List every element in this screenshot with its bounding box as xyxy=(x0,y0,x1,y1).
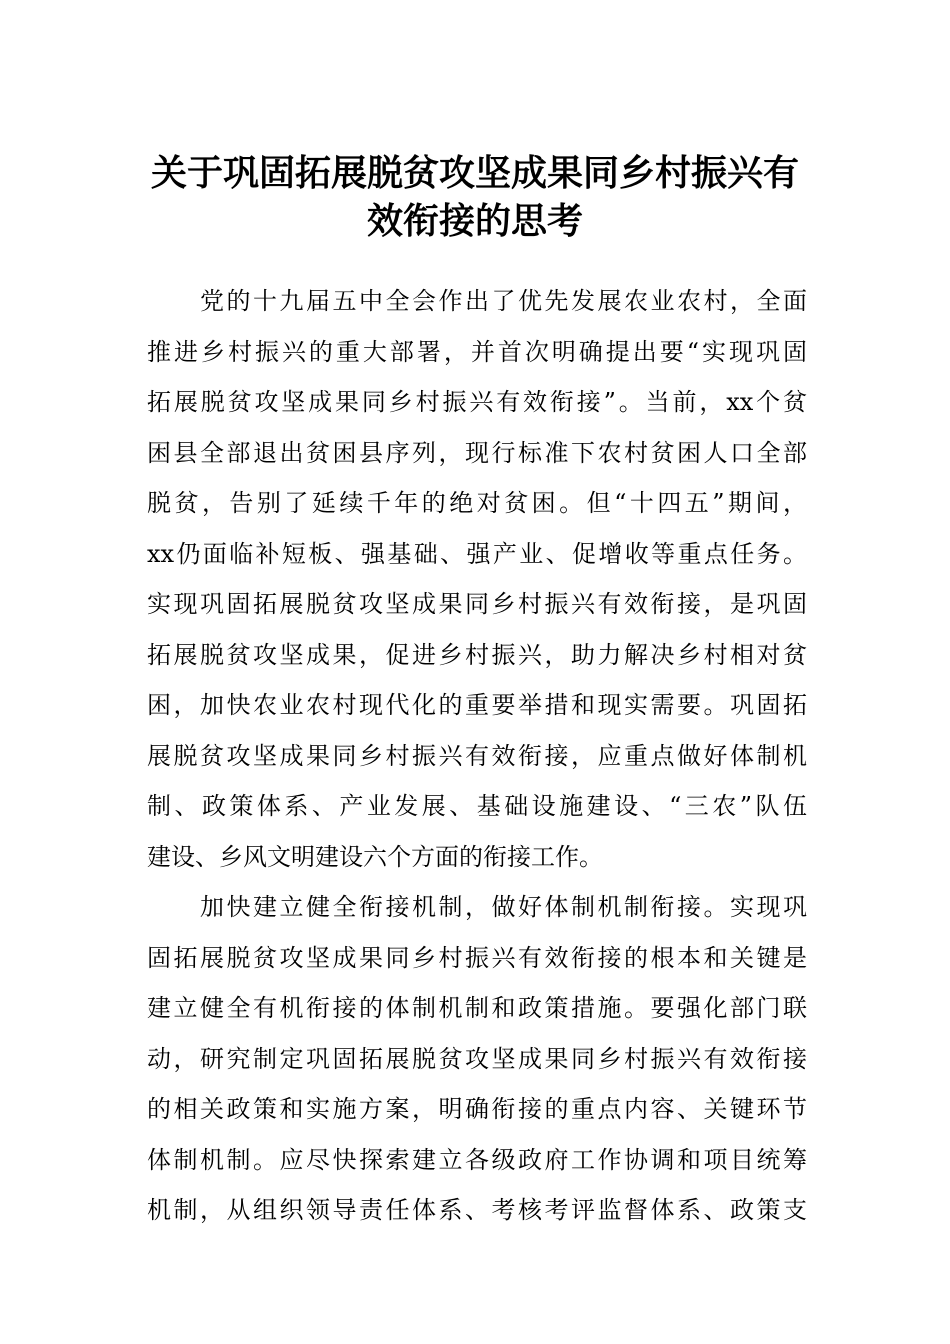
paragraph-line: 建设、乡风文明建设六个方面的衔接工作。 xyxy=(147,842,603,871)
paragraph-line: xx仍面临补短板、强基础、强产业、促增收等重点任务。 xyxy=(147,539,807,568)
paragraph-line: 固拓展脱贫攻坚成果同乡村振兴有效衔接的根本和关键是 xyxy=(147,943,807,972)
document-body xyxy=(147,276,807,1236)
paragraph-line: 党的十九届五中全会作出了优先发展农业农村，全面 xyxy=(147,287,807,315)
paragraph-line: 动，研究制定巩固拓展脱贫攻坚成果同乡村振兴有效衔接 xyxy=(147,1044,807,1073)
paragraph-1 xyxy=(147,276,807,882)
paragraph-line: 机制，从组织领导责任体系、考核考评监督体系、政策支 xyxy=(147,1196,807,1224)
paragraph-line: 推进乡村振兴的重大部署，并首次明确提出要“实现巩固 xyxy=(147,337,807,366)
paragraph-line: 的相关政策和实施方案，明确衔接的重点内容、关键环节 xyxy=(147,1095,807,1123)
paragraph-line: 建立健全有机衔接的体制机制和政策措施。要强化部门联 xyxy=(147,994,807,1022)
title-line-1: 关于巩固拓展脱贫攻坚成果同乡村振兴有 xyxy=(150,153,799,194)
paragraph-line: 脱贫，告别了延续千年的绝对贫困。但“十四五”期间， xyxy=(147,489,807,517)
paragraph-2 xyxy=(147,882,807,1236)
paragraph-line: 制、政策体系、产业发展、基础设施建设、“三农”队伍 xyxy=(147,792,807,820)
paragraph-line: 困，加快农业农村现代化的重要举措和现实需要。巩固拓 xyxy=(147,691,807,719)
paragraph-line: 体制机制。应尽快探索建立各级政府工作协调和项目统筹 xyxy=(147,1145,807,1174)
paragraph-line: 困县全部退出贫困县序列，现行标准下农村贫困人口全部 xyxy=(147,438,807,467)
paragraph-line: 加快建立健全衔接机制，做好体制机制衔接。实现巩 xyxy=(147,893,807,921)
paragraph-line: 拓展脱贫攻坚成果同乡村振兴有效衔接”。当前，xx个贫 xyxy=(147,388,807,416)
title-line-2: 效衔接的思考 xyxy=(366,201,583,242)
document-title xyxy=(120,150,830,246)
paragraph-line: 实现巩固拓展脱贫攻坚成果同乡村振兴有效衔接，是巩固 xyxy=(147,590,807,618)
paragraph-line: 展脱贫攻坚成果同乡村振兴有效衔接，应重点做好体制机 xyxy=(147,741,807,770)
paragraph-line: 拓展脱贫攻坚成果，促进乡村振兴，助力解决乡村相对贫 xyxy=(147,640,807,669)
